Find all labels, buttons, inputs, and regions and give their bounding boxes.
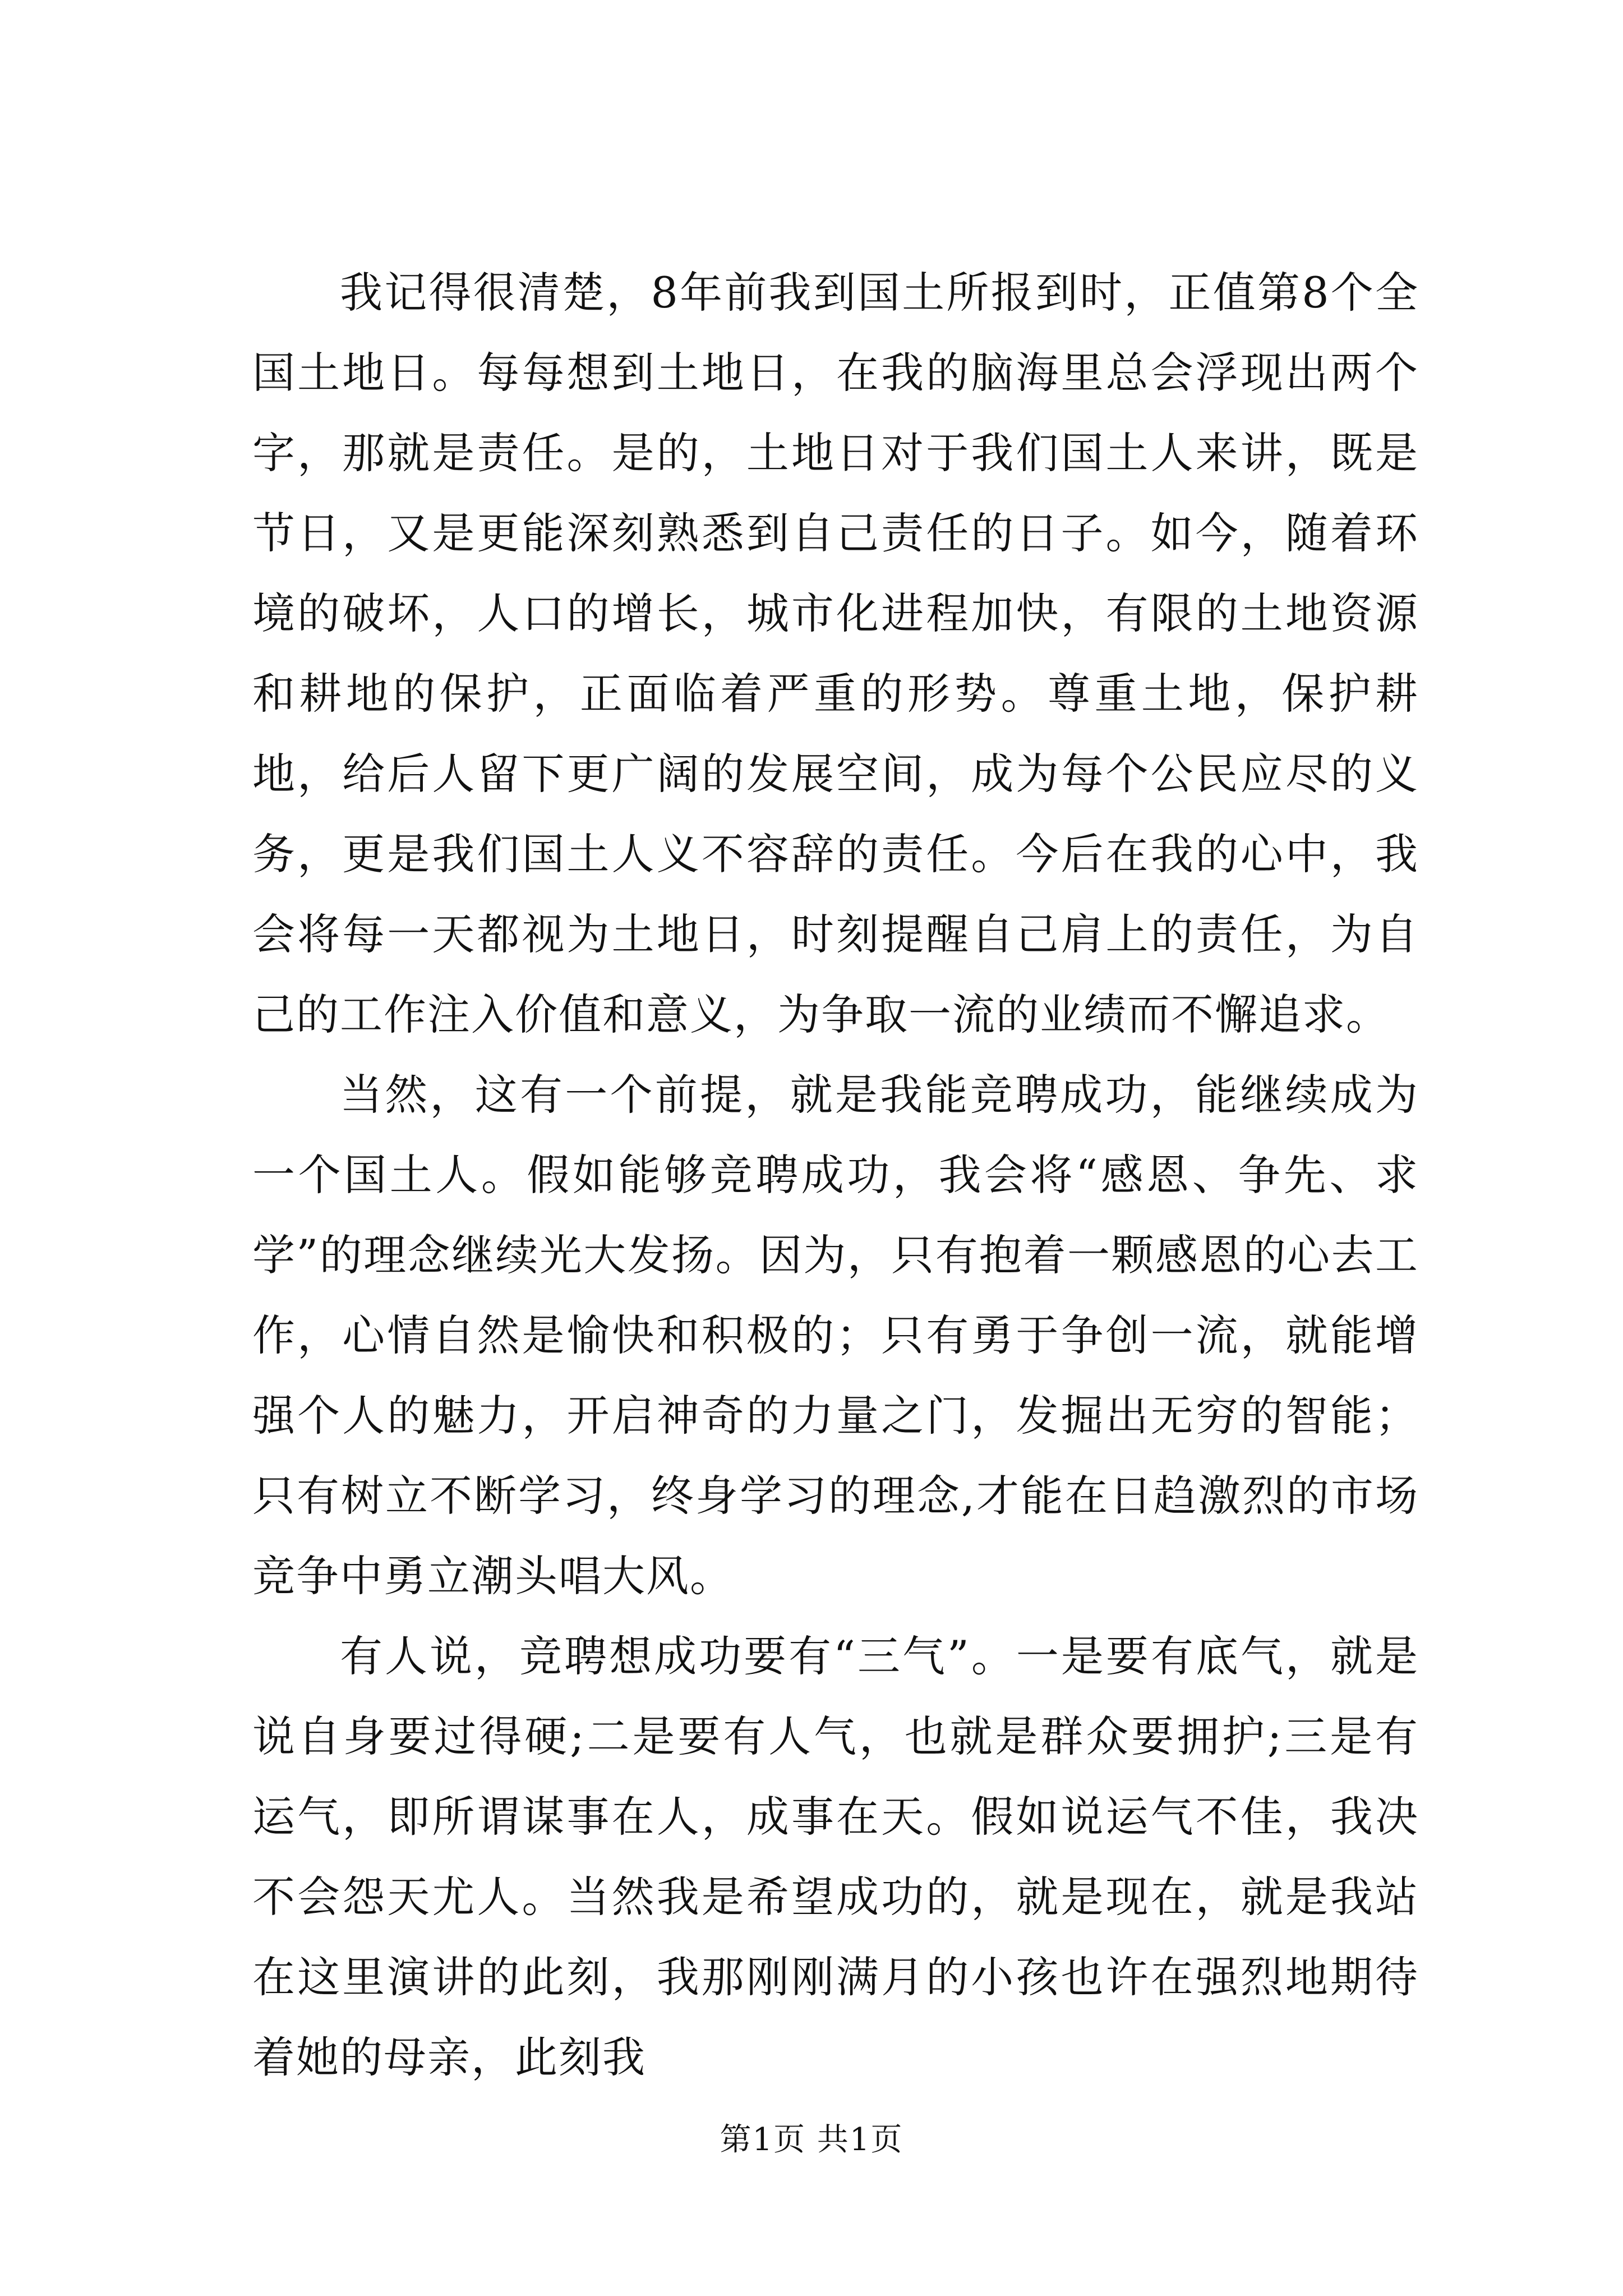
paragraph-3: 有人说，竞聘想成功要有“三气”。一是要有底气，就是说自身要过得硬;二是要有人气，也就是群众要拥护;三是有运气，即所谓谋事在人，成事在天。假如说运气不佳，我决不会怨天尤人。当然我是希望成功的，就是现在，就是我站在这里演讲的此刻，我那刚刚满月的小孩也许在强烈地期待着她的母亲，此刻我 [252,1631,1419,2082]
paragraph-2: 当然，这有一个前提，就是我能竞聘成功，能继续成为一个国土人。假如能够竞聘成功，我会将“感恩、争先、求学”的理念继续光大发扬。因为，只有抱着一颗感恩的心去工作，心情自然是愉快和积极的；只有勇于争创一流，就能增强个人的魅力，开启神奇的力量之门，发掘出无穷的智能；只有树立不断学习，终身学习的理念,才能在日趋激烈的市场竞争中勇立潮头唱大风。 [252,1070,1419,1601]
paragraph-1: 我记得很清楚，8年前我到国土所报到时，正值第8个全国土地日。每每想到土地日，在我的脑海里总会浮现出两个字，那就是责任。是的，土地日对于我们国土人来讲，既是节日，又是更能深刻熟悉到自己责任的日子。如今，随着环境的破坏，人口的增长，城市化进程加快，有限的土地资源和耕地的保护，正面临着严重的形势。尊重土地，保护耕地，给后人留下更广阔的发展空间，成为每个公民应尽的义务，更是我们国土人义不容辞的责任。今后在我的心中，我会将每一天都视为土地日，时刻提醒自己肩上的责任，为自己的工作注入价值和意义，为争取一流的业绩而不懈追求。 [252,268,1419,1039]
body-text [252,252,1419,2097]
page-footer: 第1页 共1页 [720,2122,903,2158]
